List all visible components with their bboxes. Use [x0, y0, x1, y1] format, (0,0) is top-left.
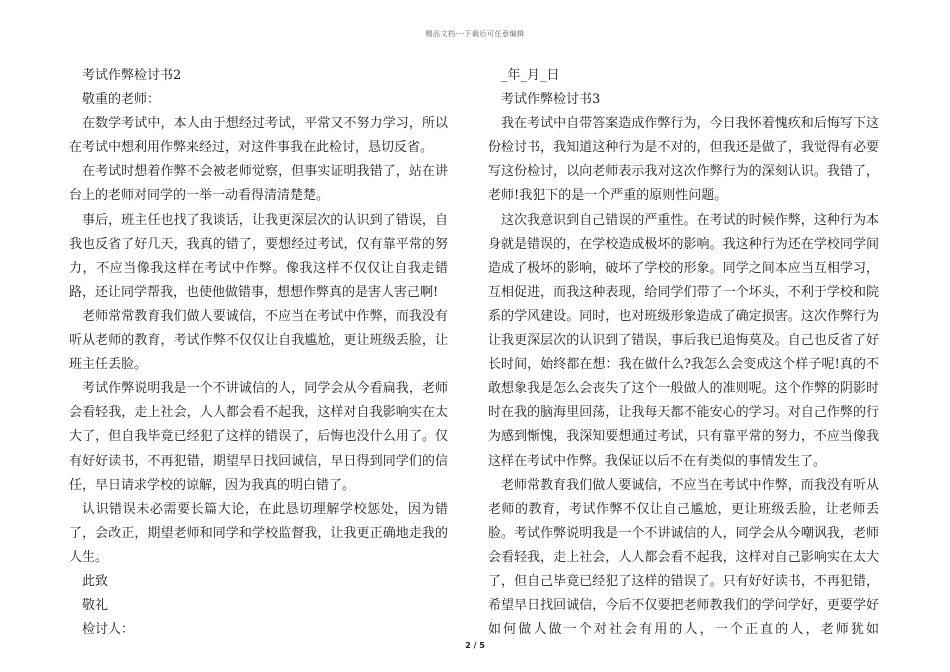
right-column — [488, 64, 879, 642]
salutation: 敬重的老师： — [82, 92, 161, 108]
signature-label: 检讨人： — [82, 622, 135, 638]
closing-salute: 敬礼 — [82, 598, 109, 614]
letter-title: 考试作弊检讨书2 — [82, 68, 182, 83]
paragraph: 考试作弊说明我是一个不讲诚信的人，同学会从今看扁我，老师会看轻我，走上社会，人人都会看不起我，这样对自我影响实在太大了，但自我毕竟已经犯了这样的错误了，后悔也没什么用了。仅有好好读书，不再犯错，期望早日找回诚信，早日得到同学们的信任，早日请求学校的谅解，因为我真的明白错了。 — [69, 381, 448, 493]
paragraph: 事后，班主任也找了我谈话，让我更深层次的认识到了错误，自我也反省了好几天，我真的错了，要想经过考试，仅有靠平常的努力，不应当像我这样在考试中作弊。像我这样不仅仅让自我走错路，还让同学帮我，也使他做错事，想想作弊真的是害人害己啊! — [69, 212, 448, 300]
closing-line: 此致 — [82, 573, 109, 589]
paragraph: 老师常教育我们做人要诚信，不应当在考试中作弊，而我没有听从老师的教育，考试作弊不仅让自己尴尬，更让班级丢脸，让老师丢脸。考试作弊说明我是一个不讲诚信的人，同学会从今嘲讽我，老师会看轻我，走上社会，人人都会看不起我，这样对自己影响实在太大了，但自己毕竟已经犯了这样的错误了。只有好好读书，不再犯错，希望早日找回诚信，今后不仅要把老师教我们的学问学好，更要学好如何做人做一个对社会有用的人，一个正直的人，老师犹如 — [488, 477, 879, 638]
letter-title: 考试作弊检讨书3 — [501, 92, 601, 108]
paragraph: 这次我意识到自己错误的严重性。在考试的时候作弊，这种行为本身就是错误的，在学校造成极坏的影响。我这种行为还在学校同学间造成了极坏的影响，破坏了学校的形象。同学之间本应当互相学习，互相促进，而我这种表现，给同学们带了一个坏头，不利于学校和院系的学风建设。同时，也对班级形象造成了确定损害。这次作弊行为让我更深层次的认识到了错误，事后我已追悔莫及。自己也反省了好长时间，始终都在想：我在做什么?我怎么会变成这个样子呢!真的不敢想象我是怎么会丧失了这个一般做人的准则呢。这个作弊的阴影时时在我的脑海里回荡，让我每天都不能安心的学习。对自己作弊的行为感到惭愧，我深知要想通过考试，只有靠平常的努力，不应当像我这样在考试中作弊。我保证以后不在有类似的事情发生了。 — [488, 212, 879, 469]
paragraph: 在考试时想着作弊不会被老师觉察，但事实证明我错了，站在讲台上的老师对同学的一举一动看得清清楚楚。 — [69, 164, 448, 204]
page-number: 2 / 5 — [465, 641, 485, 650]
left-column — [69, 64, 448, 642]
page-header: 精品文档---下载后可任意编辑 — [425, 30, 525, 38]
paragraph: 认识错误未必需要长篇大论，在此恳切理解学校惩处，因为错了，会改正，期望老师和同学和学校监督我，让我更正确地走我的人生。 — [69, 501, 448, 565]
date-line: _年_月_日 — [501, 68, 560, 83]
paragraph: 老师常常教育我们做人要诚信，不应当在考试中作弊，而我没有听从老师的教育，考试作弊不仅仅让自我尴尬，更让班级丢脸，让班主任丢脸。 — [69, 308, 448, 373]
paragraph: 在数学考试中，本人由于想经过考试，平常又不努力学习，所以在考试中想利用作弊来经过，对这件事我在此检讨，恳切反省。 — [69, 116, 448, 156]
paragraph: 我在考试中自带答案造成作弊行为，今日我怀着愧疚和后悔写下这份检讨书，我知道这种行为是不对的，但我还是做了，我觉得有必要写这份检讨，以向老师表示我对这次作弊行为的深刻认识。我错了，老师!我犯下的是一个严重的原则性问题。 — [488, 116, 879, 204]
